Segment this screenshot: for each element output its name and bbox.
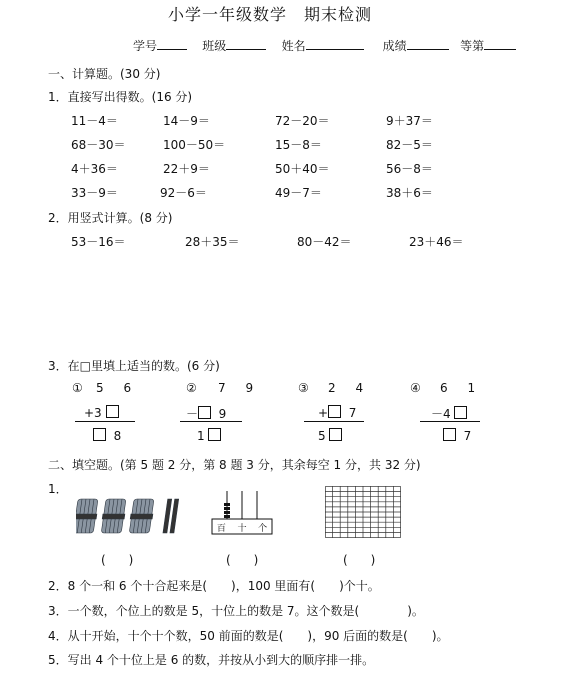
single-sticks <box>163 499 179 533</box>
vertical-calc-line <box>75 421 135 422</box>
operand-digit: 9 <box>218 407 227 421</box>
problem-result <box>443 428 471 443</box>
calc-item: 33－9＝ <box>71 186 118 200</box>
problem-result <box>318 428 342 443</box>
s2-q3: 3．一个数，个位上的数是 5，十位上的数是 7。这个数是( )。 <box>48 604 424 618</box>
answer-box[interactable] <box>106 405 119 418</box>
answer-box[interactable] <box>454 406 467 419</box>
calc-item: 22＋9＝ <box>163 162 210 176</box>
stick-bundle <box>76 499 99 533</box>
abacus-label-tens: 十 <box>237 524 247 534</box>
problem-number: ① <box>72 381 83 395</box>
calc-item: 15－8＝ <box>275 138 322 152</box>
page-title: 小学一年级数学 期末检测 <box>168 5 373 24</box>
vertical-calc-item: 23＋46＝ <box>409 235 464 249</box>
name-label: 姓名 <box>281 39 306 53</box>
problem-result <box>93 428 121 443</box>
vertical-calc-line <box>180 421 242 422</box>
result-digit: 8 <box>113 429 122 443</box>
s2-q4: 4．从十开始，十个十个数，50 前面的数是( )，90 后面的数是( )。 <box>48 629 449 643</box>
result-digit: 5 <box>318 429 326 443</box>
vertical-calc-item: 53－16＝ <box>71 235 126 249</box>
answer-box[interactable] <box>208 428 221 441</box>
s2-q1-label: 1． <box>48 482 68 496</box>
problem-top-digits: 7 9 <box>218 381 262 395</box>
operand-digit: 7 <box>348 406 357 420</box>
q3-label: 3．在□里填上适当的数。(6 分) <box>48 359 220 373</box>
calc-item: 4＋36＝ <box>71 162 118 176</box>
s2-q5: 5．写出 4 个十位上是 6 的数，并按从小到大的顺序排一排。 <box>48 653 375 667</box>
calc-item: 68－30＝ <box>71 138 126 152</box>
answer-blank-grid[interactable]: ( ) <box>343 553 376 567</box>
problem-number: ② <box>186 381 197 395</box>
score-label: 成绩 <box>382 39 407 53</box>
rank-label: 等第 <box>460 39 485 53</box>
student-no-label: 学号 <box>133 39 158 53</box>
problem-top-digits: 5 6 <box>96 381 140 395</box>
operand-text: － <box>186 407 199 421</box>
result-digit: 1 <box>197 429 205 443</box>
abacus-label-hundreds: 百 <box>216 524 226 534</box>
class-blank[interactable] <box>226 37 266 50</box>
q1-label: 1．直接写出得数。(16 分) <box>48 90 193 104</box>
operand-text: +3 <box>84 406 102 420</box>
operand-text: + <box>318 406 329 420</box>
vertical-calc-line <box>304 421 364 422</box>
calc-item: 38＋6＝ <box>386 186 433 200</box>
problem-top-digits: 2 4 <box>328 381 372 395</box>
answer-box[interactable] <box>328 405 341 418</box>
abacus-label-ones: 个 <box>258 524 268 534</box>
answer-box[interactable] <box>443 428 456 441</box>
answer-box[interactable] <box>329 428 342 441</box>
q2-label: 2．用竖式计算。(8 分) <box>48 211 173 225</box>
problem-number: ④ <box>410 381 421 395</box>
calc-item: 72－20＝ <box>275 114 330 128</box>
problem-operand <box>186 405 226 422</box>
section1-heading: 一、计算题。(30 分) <box>48 67 161 81</box>
answer-blank-abacus[interactable]: ( ) <box>226 553 259 567</box>
calc-item: 14－9＝ <box>163 114 210 128</box>
vertical-calc-item: 80－42＝ <box>297 235 352 249</box>
abacus-place-labels <box>211 521 273 534</box>
rank-blank[interactable] <box>484 37 516 50</box>
problem-operand <box>84 405 119 420</box>
calc-item: 11－4＝ <box>71 114 118 128</box>
stick-bundle <box>128 499 155 533</box>
stick-bundles-image <box>76 497 186 537</box>
problem-top-digits: 6 1 <box>440 381 484 395</box>
student-no-blank[interactable] <box>157 37 187 50</box>
result-digit: 7 <box>463 429 472 443</box>
square-grid-image <box>325 486 401 538</box>
vertical-calc-line <box>420 421 480 422</box>
name-blank[interactable] <box>306 37 364 50</box>
vertical-calc-item: 28＋35＝ <box>185 235 240 249</box>
calc-item: 100－50＝ <box>163 138 226 152</box>
answer-box[interactable] <box>93 428 106 441</box>
answer-blank-sticks[interactable]: ( ) <box>101 553 134 567</box>
score-blank[interactable] <box>407 37 449 50</box>
abacus-image <box>211 489 273 537</box>
calc-item: 56－8＝ <box>386 162 433 176</box>
s2-q2: 2．8 个一和 6 个十合起来是( )，100 里面有( )个十。 <box>48 579 380 593</box>
operand-text: －4 <box>431 407 451 421</box>
problem-number: ③ <box>298 381 309 395</box>
class-label: 班级 <box>202 39 227 53</box>
calc-item: 9＋37＝ <box>386 114 433 128</box>
answer-box[interactable] <box>198 406 211 419</box>
calc-item: 92－6＝ <box>160 186 207 200</box>
section2-heading: 二、填空题。(第 5 题 2 分，第 8 题 3 分，其余每空 1 分，共 32 分) <box>48 458 421 472</box>
problem-operand <box>318 405 356 420</box>
calc-item: 82－5＝ <box>386 138 433 152</box>
problem-operand <box>431 405 467 422</box>
student-info-line <box>133 37 516 54</box>
calc-item: 49－7＝ <box>275 186 322 200</box>
problem-result <box>197 428 221 443</box>
stick-bundle <box>100 499 127 533</box>
calc-item: 50＋40＝ <box>275 162 330 176</box>
